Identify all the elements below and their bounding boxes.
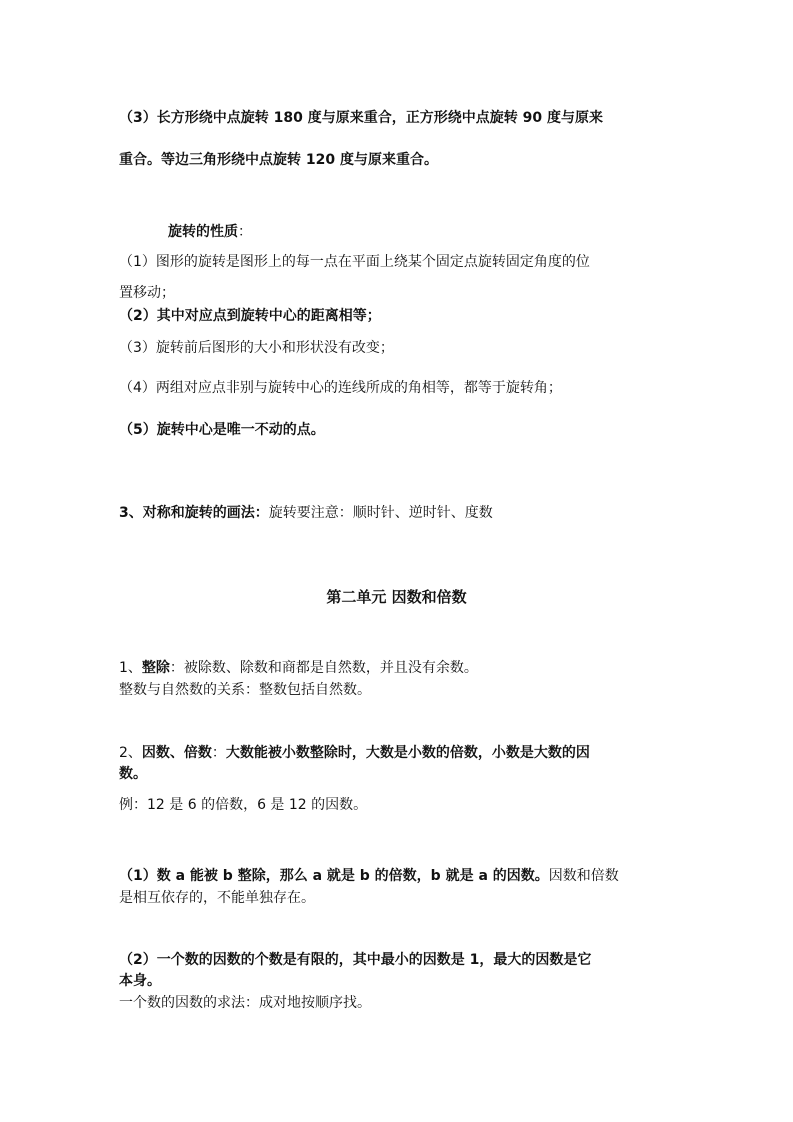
rotation-para3-line2: 重合。等边三角形绕中点旋转 120 度与原来重合。 — [119, 152, 438, 168]
rotation-property-1-line2: 置移动； — [119, 285, 175, 301]
rotation-property-1-line1: （1）图形的旋转是图形上的每一点在平面上绕某个固定点旋转固定角度的位 — [119, 254, 590, 270]
rotation-property-3: （3）旋转前后图形的大小和形状没有改变； — [119, 340, 394, 356]
factor-point-1-bold: （1）数 a 能被 b 整除，那么 a 就是 b 的倍数，b 就是 a 的因数。 — [119, 868, 549, 884]
factor-point-2-line2: 本身。 — [119, 973, 161, 989]
factor-multiple-term: 因数、倍数 — [141, 745, 212, 761]
factor-point-1-line1 — [119, 866, 619, 886]
divisibility-definition — [119, 658, 478, 678]
integer-natural-relation: 整数与自然数的关系：整数包括自然数。 — [119, 682, 371, 698]
rotation-property-5: （5）旋转中心是唯一不动的点。 — [119, 422, 325, 438]
factor-example: 例：12 是 6 的倍数，6 是 12 的因数。 — [119, 797, 368, 813]
divisibility-number: 1、 — [119, 660, 142, 676]
rotation-property-4: （4）两组对应点非别与旋转中心的连线所成的角相等，都等于旋转角； — [119, 380, 562, 396]
factor-multiple-text: 大数能被小数整除时，大数是小数的倍数，小数是大数的因 — [225, 745, 590, 761]
drawing-method — [119, 503, 493, 523]
divisibility-term: 整除 — [141, 660, 170, 676]
factor-multiple-definition-line1 — [119, 743, 590, 763]
rotation-property-2: （2）其中对应点到旋转中心的距离相等； — [119, 308, 381, 324]
rotation-properties-heading — [168, 222, 252, 242]
drawing-method-text: 旋转要注意：顺时针、逆时针、度数 — [268, 505, 493, 521]
factor-point-1-rest: 因数和倍数 — [548, 868, 619, 884]
unit-title: 第二单元 因数和倍数 — [326, 588, 467, 606]
factor-multiple-number: 2、 — [119, 745, 142, 761]
factor-finding-method: 一个数的因数的求法：成对地按顺序找。 — [119, 995, 371, 1011]
factor-point-2-line1: （2）一个数的因数的个数是有限的，其中最小的因数是 1，最大的因数是它 — [119, 952, 592, 968]
divisibility-text: ：被除数、除数和商都是自然数，并且没有余数。 — [169, 660, 478, 676]
factor-multiple-colon: ： — [211, 745, 226, 761]
factor-multiple-definition-line2: 数。 — [119, 766, 147, 782]
rotation-properties-title: 旋转的性质 — [168, 224, 238, 240]
rotation-para3-line1: （3）长方形绕中点旋转 180 度与原来重合，正方形绕中点旋转 90 度与原来 — [119, 110, 603, 126]
rotation-properties-colon: ： — [238, 224, 252, 240]
factor-point-1-line2: 是相互依存的，不能单独存在。 — [119, 890, 315, 906]
drawing-method-label: 3、对称和旋转的画法： — [119, 505, 269, 521]
